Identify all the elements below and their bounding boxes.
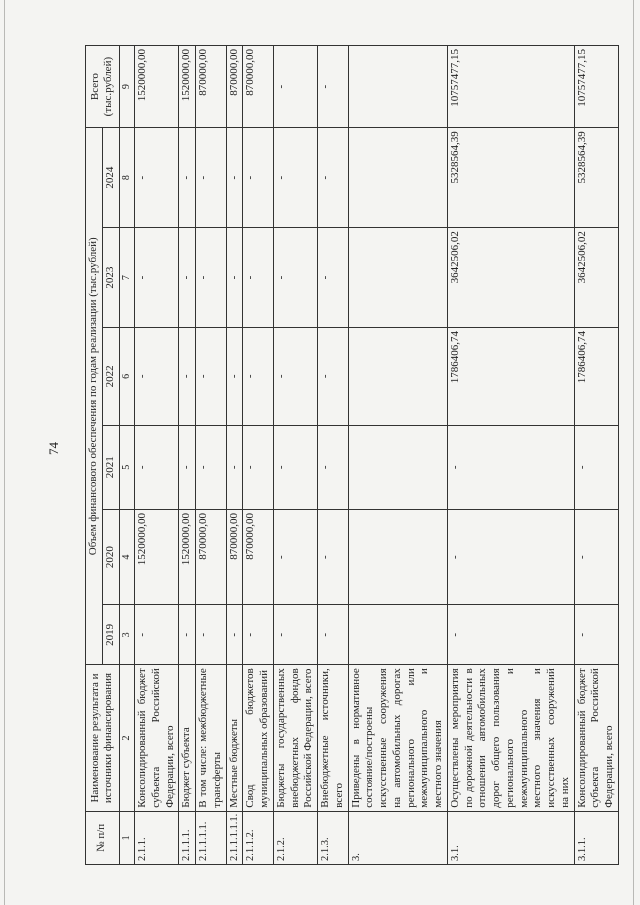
row-value: - xyxy=(196,425,227,509)
table-row xyxy=(135,46,179,865)
row-name: Приведены в нормативное состояние/построены искусственные сооружения на автомобильных дорогах регионального или межмуниципального и местного значения xyxy=(348,665,447,811)
row-value: - xyxy=(318,509,349,604)
table-row xyxy=(318,46,349,865)
row-value: - xyxy=(226,327,243,425)
row-total: - xyxy=(318,46,349,128)
table-row xyxy=(226,46,243,865)
row-name: Свод бюджетов муниципальных образований xyxy=(243,665,274,811)
row-total xyxy=(348,46,447,128)
rotated-page xyxy=(85,45,615,865)
row-value: 1520000,00 xyxy=(179,509,196,604)
header-year: 2021 xyxy=(102,425,119,509)
row-value: - xyxy=(243,605,274,665)
row-value: - xyxy=(318,605,349,665)
row-value: 1520000,00 xyxy=(135,509,179,604)
row-code: 2.1.2. xyxy=(273,811,317,864)
col-number: 8 xyxy=(119,128,135,228)
col-number: 5 xyxy=(119,425,135,509)
row-value xyxy=(348,327,447,425)
row-value: - xyxy=(447,425,574,509)
row-value: - xyxy=(179,327,196,425)
row-value: - xyxy=(196,128,227,228)
row-total: 870000,00 xyxy=(196,46,227,128)
row-value: - xyxy=(196,228,227,328)
row-total: 870000,00 xyxy=(243,46,274,128)
row-code: 3.1.1. xyxy=(574,811,618,864)
row-total: - xyxy=(273,46,317,128)
header-year: 2023 xyxy=(102,228,119,328)
row-value: - xyxy=(273,425,317,509)
header-year: 2024 xyxy=(102,128,119,228)
row-name: Консолидированный бюджет субъекта Российской Федерации, всего xyxy=(574,665,618,811)
row-code: 2.1.1.1. xyxy=(179,811,196,864)
row-value: - xyxy=(179,425,196,509)
row-value: - xyxy=(226,425,243,509)
table-row xyxy=(348,46,447,865)
row-value: - xyxy=(574,509,618,604)
table-row xyxy=(273,46,317,865)
row-code: 2.1.1. xyxy=(135,811,179,864)
row-value: - xyxy=(226,128,243,228)
row-value: - xyxy=(273,327,317,425)
col-number: 1 xyxy=(119,811,135,864)
row-name: Местные бюджеты xyxy=(226,665,243,811)
row-value: - xyxy=(447,509,574,604)
row-value xyxy=(348,509,447,604)
row-value: - xyxy=(318,425,349,509)
row-code: 2.1.1.1.1.1. xyxy=(226,811,243,864)
row-value: - xyxy=(273,128,317,228)
row-value: - xyxy=(179,228,196,328)
row-code: 2.1.3. xyxy=(318,811,349,864)
table-row xyxy=(574,46,618,865)
row-value: 5328564,39 xyxy=(574,128,618,228)
page-number: 74 xyxy=(46,442,61,455)
row-total: 870000,00 xyxy=(226,46,243,128)
row-value: - xyxy=(226,605,243,665)
row-value: - xyxy=(135,128,179,228)
table-row xyxy=(243,46,274,865)
row-value: 3642506,02 xyxy=(447,228,574,328)
row-value: - xyxy=(135,228,179,328)
row-value xyxy=(348,425,447,509)
row-value: - xyxy=(135,327,179,425)
row-total: 10757477,15 xyxy=(574,46,618,128)
row-value xyxy=(348,605,447,665)
row-name: Бюджет субъекта xyxy=(179,665,196,811)
row-code: 3. xyxy=(348,811,447,864)
row-value: - xyxy=(574,605,618,665)
row-value: - xyxy=(243,327,274,425)
row-value: 3642506,02 xyxy=(574,228,618,328)
row-value: - xyxy=(273,509,317,604)
row-total: 1520000,00 xyxy=(179,46,196,128)
row-name: Бюджеты государственных внебюджетных фондов Российской Федерации, всего xyxy=(273,665,317,811)
scan-edge-right xyxy=(633,0,634,905)
row-value: - xyxy=(196,605,227,665)
row-value: - xyxy=(135,425,179,509)
row-value: - xyxy=(243,425,274,509)
header-row-1 xyxy=(86,46,103,865)
row-value: - xyxy=(574,425,618,509)
col-number: 3 xyxy=(119,605,135,665)
header-group-title: Объем финансового обеспечения по годам реализации (тыс.рублей) xyxy=(86,128,103,665)
financing-table xyxy=(85,45,619,865)
row-value: - xyxy=(318,128,349,228)
row-value: - xyxy=(243,128,274,228)
row-value: - xyxy=(318,327,349,425)
row-value: 1786406,74 xyxy=(574,327,618,425)
col-number: 6 xyxy=(119,327,135,425)
header-year: 2020 xyxy=(102,509,119,604)
header-row-col-numbers xyxy=(119,46,135,865)
table-row xyxy=(447,46,574,865)
row-code: 2.1.1.2. xyxy=(243,811,274,864)
row-value: - xyxy=(226,228,243,328)
header-year: 2022 xyxy=(102,327,119,425)
row-value: - xyxy=(243,228,274,328)
scan-edge-left xyxy=(4,0,5,905)
row-value xyxy=(348,128,447,228)
table-row xyxy=(179,46,196,865)
row-value: - xyxy=(179,605,196,665)
row-value: - xyxy=(179,128,196,228)
row-value: 1786406,74 xyxy=(447,327,574,425)
row-value: 5328564,39 xyxy=(447,128,574,228)
row-name: Внебюджетные источники, всего xyxy=(318,665,349,811)
row-total: 10757477,15 xyxy=(447,46,574,128)
row-total: 1520000,00 xyxy=(135,46,179,128)
table-row xyxy=(196,46,227,865)
row-name: Осуществлены мероприятия по дорожной деятельности в отношении автомобильных дорог общего пользования регионального и межмуниципального местного значения и искусственных сооружений на них xyxy=(447,665,574,811)
row-value: 870000,00 xyxy=(243,509,274,604)
header-year: 2019 xyxy=(102,605,119,665)
row-value: 870000,00 xyxy=(196,509,227,604)
row-value: 870000,00 xyxy=(226,509,243,604)
row-value: - xyxy=(273,228,317,328)
header-col-total: Всего (тыс.рублей) xyxy=(86,46,120,128)
row-code: 3.1. xyxy=(447,811,574,864)
row-code: 2.1.1.1.1. xyxy=(196,811,227,864)
row-value xyxy=(348,228,447,328)
row-name: В том числе: межбюджетные трансферты xyxy=(196,665,227,811)
col-number: 4 xyxy=(119,509,135,604)
header-col-name: Наименование результата и источники финансирования xyxy=(86,665,120,811)
row-value: - xyxy=(135,605,179,665)
col-number: 7 xyxy=(119,228,135,328)
col-number: 2 xyxy=(119,665,135,811)
header-col-num: № п/п xyxy=(86,811,120,864)
row-value: - xyxy=(196,327,227,425)
row-value: - xyxy=(273,605,317,665)
row-value: - xyxy=(318,228,349,328)
col-number: 9 xyxy=(119,46,135,128)
row-name: Консолидированный бюджет субъекта Российской Федерации, всего xyxy=(135,665,179,811)
row-value: - xyxy=(447,605,574,665)
